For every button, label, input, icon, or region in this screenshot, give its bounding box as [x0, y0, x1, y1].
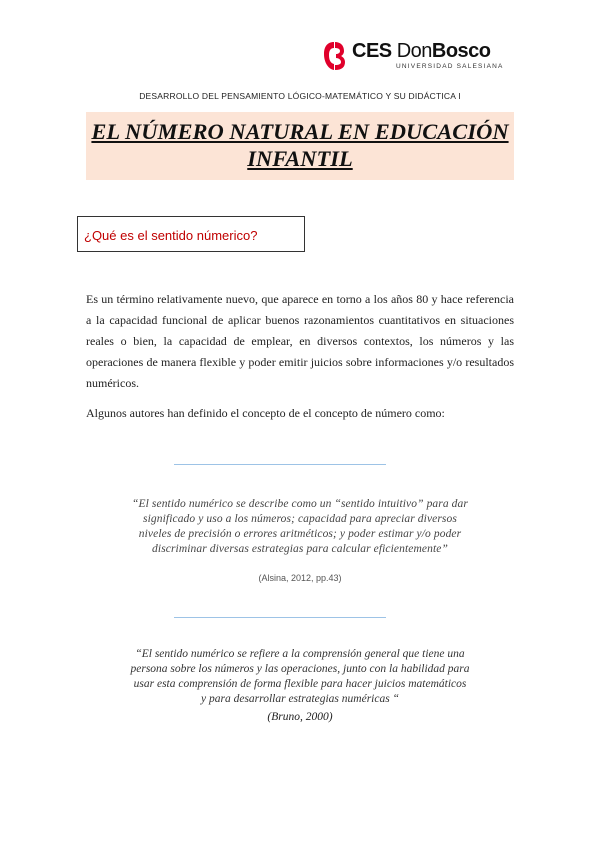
document-title [86, 112, 514, 172]
citation-alsina: (Alsina, 2012, pp.43) [258, 573, 342, 583]
citation-bruno: (Bruno, 2000) [267, 711, 333, 723]
question-heading: ¿Qué es el sentido númerico? [84, 228, 258, 243]
title-box [86, 112, 514, 180]
title-line-2: INFANTIL [247, 146, 353, 171]
paragraph-definition: Es un término relativamente nuevo, que aparece en torno a los años 80 y hace referencia a la capacidad funcional de aplicar buenos razonamientos cuantitativos en situaciones reales o bien, la capacidad de emplear, en diversos contextos, los números y las operaciones de manera flexible y poder emitir juicios sobre informaciones y/o resultados numéricos. [86, 292, 514, 390]
quote-alsina: “El sentido numérico se describe como un “sentido intuitivo” para dar significado y uso a los números; capacidad para apreciar diversos niveles de precisión o errores aritméticos; y poder estimar y/o poder discriminar diversas estrategias para calcular eficientemente” [132, 498, 468, 555]
question-box [77, 216, 305, 252]
university-logo [322, 40, 512, 74]
title-line-1: EL NÚMERO NATURAL EN EDUCACIÓN [91, 119, 509, 144]
separator-line [174, 617, 386, 618]
brand-name: CES DonBosco [352, 40, 491, 62]
ces-logo-icon [322, 40, 346, 72]
course-header: DESARROLLO DEL PENSAMIENTO LÓGICO-MATEMÁTICO Y SU DIDÁCTICA I [139, 91, 461, 101]
paragraph-intro: Algunos autores han definido el concepto de el concepto de número como: [86, 406, 445, 420]
quote-bruno: “El sentido numérico se refiere a la comprensión general que tiene una persona sobre los números y las operaciones, junto con la habilidad para usar esta comprensión de forma flexible para hacer juicios matemáticos y para desarrollar estrategias numéricas “ [130, 648, 470, 705]
brand-subtitle: UNIVERSIDAD SALESIANA [396, 63, 504, 70]
separator-line [174, 464, 386, 465]
